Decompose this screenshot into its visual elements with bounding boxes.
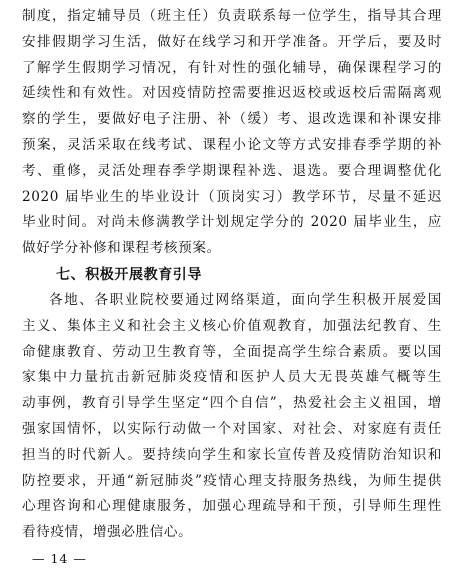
page-number: — 14 — <box>32 551 87 566</box>
text-line: 预案，灵活采取在线考试、课程小论文等方式安排春季学期的补 <box>22 136 442 153</box>
text-line: 2020 届毕业生的毕业设计（顶岗实习）教学环节，尽量不延迟 <box>22 188 442 205</box>
text-line: 延续性和有效性。对因疫情防控需要推迟返校或返校后需隔离观 <box>22 85 442 102</box>
section-heading: 七、积极开展教育引导 <box>56 266 202 283</box>
paragraph-education-guidance <box>22 288 442 546</box>
text-line: 动事例，教育引导学生坚定“四个自信”，热爱社会主义祖国，增 <box>22 395 442 412</box>
text-line: 命健康教育、劳动卫生教育等，全面提高学生综合素质。要以国 <box>22 343 442 360</box>
text-line: 防控要求，开通“新冠肺炎”疫情心理支持服务热线，为师生提供 <box>22 472 442 489</box>
paragraph-continuation <box>22 4 442 262</box>
text-line: 各地、各职业院校要通过网络渠道，面向学生积极开展爱国 <box>49 291 442 308</box>
text-line: 做好学分补修和课程考核预案。 <box>22 240 221 257</box>
text-line: 看待疫情，增强必胜信心。 <box>22 524 193 541</box>
text-line: 毕业时间。对尚未修满教学计划规定学分的 2020 届毕业生，应 <box>22 214 442 231</box>
text-line: 主义、集体主义和社会主义核心价值观教育，加强法纪教育、生 <box>22 317 442 334</box>
text-line: 了解学生假期学习情况，有针对性的强化辅导，确保课程学习的 <box>22 59 442 76</box>
text-line: 强家国情怀，以实际行动做一个对国家、对社会、对家庭有责任 <box>22 420 442 437</box>
text-line: 家集中力量抗击新冠肺炎疫情和医护人员大无畏英雄气概等生 <box>22 369 442 386</box>
text-line: 制度，指定辅导员（班主任）负责联系每一位学生，指导其合理 <box>22 8 442 24</box>
text-line: 安排假期学习生活，做好在线学习和开学准备。开学后，要及时 <box>22 33 442 50</box>
text-line: 考、重修，灵活处理春季学期课程补选、退选。要合理调整优化 <box>22 162 442 179</box>
text-line: 察的学生，要做好电子注册、补（缓）考、退改选课和补课安排 <box>22 111 442 128</box>
text-line: 心理咨询和心理健康服务，加强心理疏导和干预，引导师生理性 <box>22 498 442 515</box>
document-page <box>22 4 442 546</box>
text-line: 担当的时代新人。要持续向学生和家长宣传普及疫情防治知识和 <box>22 446 442 463</box>
